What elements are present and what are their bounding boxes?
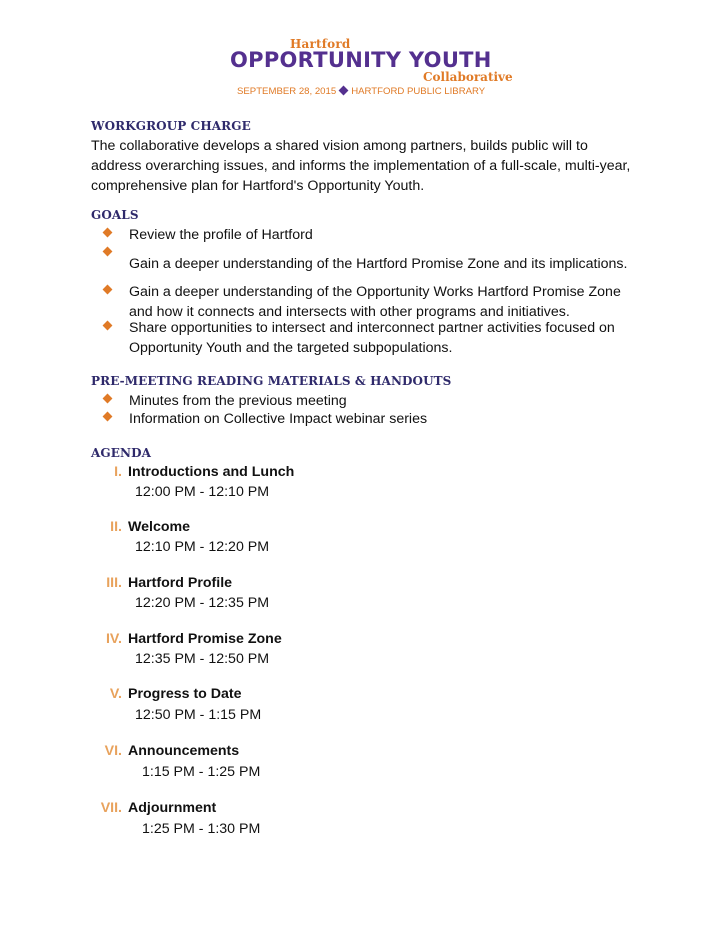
agenda-title: Welcome — [128, 519, 191, 535]
bullet-diamond-icon — [103, 247, 113, 257]
agenda-item — [0, 463, 720, 503]
goal-text: Gain a deeper understanding of the Opportunity Works Hartford Promise Zone and how it connects and intersects with other programs and initiatives. — [129, 284, 621, 320]
agenda-number: I. — [114, 464, 122, 480]
agenda-time: 12:50 PM - 1:15 PM — [135, 707, 262, 723]
bullet-diamond-icon — [103, 412, 113, 422]
agenda-item — [0, 799, 720, 839]
agenda-number: III. — [106, 575, 122, 591]
meeting-location: HARTFORD PUBLIC LIBRARY — [351, 86, 486, 97]
agenda-number: II. — [110, 519, 122, 535]
material-text: Minutes from the previous meeting — [129, 393, 347, 409]
dateline — [237, 86, 485, 97]
agenda-title: Progress to Date — [128, 686, 242, 702]
bullet-diamond-icon — [103, 285, 113, 295]
diamond-separator-icon — [339, 86, 349, 96]
goal-text: Share opportunities to intersect and interconnect partner activities focused on Opportunity Youth and the targeted subpopulations. — [129, 320, 615, 356]
goal-text: Gain a deeper understanding of the Hartford Promise Zone and its implications. — [129, 256, 628, 272]
workgroup-heading: WORKGROUP CHARGE — [91, 119, 251, 133]
agenda-item — [0, 574, 720, 614]
agenda-time: 1:15 PM - 1:25 PM — [142, 764, 261, 780]
agenda-item — [0, 518, 720, 558]
agenda-title: Announcements — [128, 743, 240, 759]
agenda-time: 12:00 PM - 12:10 PM — [135, 484, 270, 500]
goals-heading: GOALS — [91, 208, 139, 222]
bullet-diamond-icon — [103, 228, 113, 238]
agenda-item — [0, 685, 720, 725]
logo-main-text: OPPORTUNITY YOUTH — [230, 48, 492, 72]
bullet-diamond-icon — [103, 394, 113, 404]
agenda-time: 12:10 PM - 12:20 PM — [135, 539, 270, 555]
logo-top-text: Hartford — [290, 37, 351, 51]
agenda-number: VII. — [100, 800, 122, 816]
agenda-number: V. — [109, 686, 122, 702]
workgroup-text: The collaborative develops a shared vision among partners, builds public will to address overarching issues, and informs the implementation of a full-scale, multi-year, comprehensive plan for Hartford's Opportunity Youth. — [91, 138, 631, 194]
agenda-title: Adjournment — [128, 800, 217, 816]
material-text: Information on Collective Impact webinar series — [129, 411, 428, 427]
meeting-date: SEPTEMBER 28, 2015 — [237, 86, 337, 97]
logo-bottom-text: Collaborative — [423, 70, 513, 84]
agenda-item — [0, 742, 720, 782]
agenda-number: IV. — [105, 631, 122, 647]
agenda-time: 12:35 PM - 12:50 PM — [135, 651, 270, 667]
goal-text: Review the profile of Hartford — [129, 227, 313, 243]
agenda-title: Hartford Promise Zone — [128, 631, 282, 647]
agenda-title: Hartford Profile — [128, 575, 233, 591]
agenda-number: VI. — [104, 743, 122, 759]
bullet-diamond-icon — [103, 321, 113, 331]
agenda-heading: AGENDA — [91, 446, 151, 460]
materials-heading: PRE-MEETING READING MATERIALS & HANDOUTS — [91, 374, 452, 388]
agenda-title: Introductions and Lunch — [128, 464, 295, 480]
agenda-item — [0, 630, 720, 670]
agenda-time: 12:20 PM - 12:35 PM — [135, 595, 270, 611]
agenda-time: 1:25 PM - 1:30 PM — [142, 821, 261, 837]
